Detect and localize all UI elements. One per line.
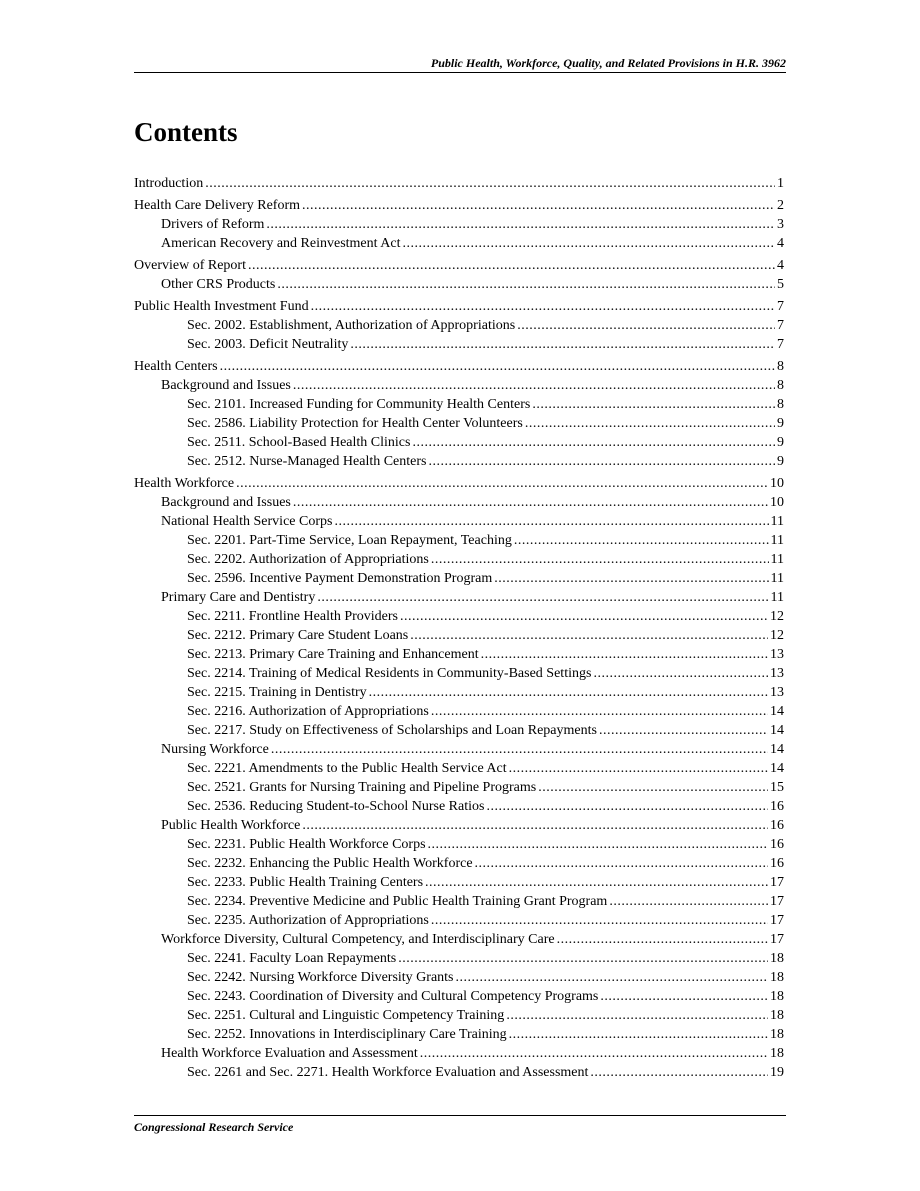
toc-entry-label: Sec. 2217. Study on Effectiveness of Scholarships and Loan Repayments [187,723,597,738]
toc-entry-label: Sec. 2213. Primary Care Training and Enhancement [187,647,479,662]
toc-dot-leader [398,949,768,969]
toc-entry-page-number: 4 [777,258,784,273]
toc-dot-leader [609,892,768,912]
toc-entry-page-number: 18 [770,1008,784,1023]
toc-entry-label: Sec. 2212. Primary Care Student Loans [187,628,409,643]
toc-entry-label: Sec. 2002. Establishment, Authorization of Appropriations [187,318,516,333]
toc-entry-label: Health Workforce [134,476,235,491]
toc-dot-leader [475,854,768,874]
toc-entry[interactable] [161,215,784,235]
toc-entry-page-number: 5 [777,277,784,292]
toc-dot-leader [334,512,768,532]
toc-entry-label: Sec. 2242. Nursing Workforce Diversity Grants [187,970,454,985]
toc-entry[interactable] [161,275,784,295]
toc-entry-label: Sec. 2596. Incentive Payment Demonstration Program [187,571,493,586]
toc-entry[interactable] [161,930,784,950]
toc-entry-page-number: 18 [770,951,784,966]
toc-entry-label: American Recovery and Reinvestment Act [161,236,401,251]
toc-entry[interactable] [134,174,784,194]
toc-entry[interactable] [187,607,784,627]
toc-entry[interactable] [134,474,784,494]
toc-entry[interactable] [187,968,784,988]
toc-entry[interactable] [187,645,784,665]
toc-dot-leader [412,433,775,453]
toc-entry[interactable] [187,414,784,434]
toc-dot-leader [517,316,775,336]
toc-entry-label: Sec. 2201. Part-Time Service, Loan Repayment, Teaching [187,533,512,548]
toc-entry-label: Workforce Diversity, Cultural Competency, and Interdisciplinary Care [161,932,555,947]
toc-entry-page-number: 18 [770,970,784,985]
toc-dot-leader [428,452,775,472]
toc-entry[interactable] [187,873,784,893]
toc-entry[interactable] [161,512,784,532]
toc-entry[interactable] [187,395,784,415]
toc-entry-label: Sec. 2235. Authorization of Appropriations [187,913,429,928]
toc-entry-label: Public Health Workforce [161,818,301,833]
toc-entry[interactable] [187,452,784,472]
toc-entry-page-number: 16 [770,818,784,833]
toc-entry-page-number: 12 [770,609,784,624]
toc-entry-page-number: 7 [777,318,784,333]
toc-dot-leader [311,297,775,317]
toc-entry-label: Sec. 2586. Liability Protection for Health Center Volunteers [187,416,523,431]
toc-entry-page-number: 11 [770,533,784,548]
toc-entry-label: Sec. 2252. Innovations in Interdisciplinary Care Training [187,1027,507,1042]
toc-entry-label: Introduction [134,176,204,191]
toc-dot-leader [293,493,768,513]
toc-entry[interactable] [161,493,784,513]
toc-entry-page-number: 17 [770,894,784,909]
toc-dot-leader [293,376,775,396]
toc-entry-label: Public Health Investment Fund [134,299,309,314]
toc-dot-leader [494,569,768,589]
toc-entry-page-number: 11 [770,552,784,567]
toc-entry-page-number: 9 [777,416,784,431]
toc-entry-page-number: 17 [770,875,784,890]
toc-entry-page-number: 14 [770,761,784,776]
toc-dot-leader [514,531,769,551]
toc-entry-label: Primary Care and Dentistry [161,590,316,605]
toc-dot-leader [532,395,775,415]
toc-entry[interactable] [187,987,784,1007]
toc-dot-leader [481,645,768,665]
toc-entry[interactable] [187,702,784,722]
toc-entry-page-number: 12 [770,628,784,643]
toc-entry-page-number: 3 [777,217,784,232]
toc-entry-page-number: 7 [777,337,784,352]
toc-dot-leader [428,835,768,855]
toc-dot-leader [302,196,775,216]
toc-dot-leader [557,930,768,950]
toc-entry-label: Sec. 2243. Coordination of Diversity and Cultural Competency Programs [187,989,599,1004]
toc-entry-label: Nursing Workforce [161,742,269,757]
toc-entry[interactable] [187,835,784,855]
toc-dot-leader [525,414,775,434]
toc-entry-page-number: 14 [770,742,784,757]
toc-dot-leader [486,797,768,817]
toc-entry[interactable] [187,1006,784,1026]
toc-entry[interactable] [187,664,784,684]
toc-entry[interactable] [187,1025,784,1045]
toc-entry-label: Sec. 2202. Authorization of Appropriations [187,552,429,567]
toc-entry-label: Sec. 2003. Deficit Neutrality [187,337,349,352]
toc-entry-page-number: 18 [770,989,784,1004]
toc-entry-label: Sec. 2216. Authorization of Appropriations [187,704,429,719]
toc-entry[interactable] [161,588,784,608]
toc-entry[interactable] [187,778,784,798]
toc-entry-label: Health Care Delivery Reform [134,198,300,213]
toc-dot-leader [509,1025,768,1045]
toc-entry-label: Sec. 2261 and Sec. 2271. Health Workforce Evaluation and Assessment [187,1065,589,1080]
toc-entry-page-number: 11 [770,590,784,605]
toc-entry[interactable] [161,816,784,836]
toc-dot-leader [400,607,768,627]
header-rule [134,72,786,73]
toc-entry[interactable] [187,335,784,355]
toc-entry-label: Sec. 2233. Public Health Training Centers [187,875,424,890]
toc-entry[interactable] [134,297,784,317]
toc-entry-page-number: 2 [777,198,784,213]
toc-dot-leader [205,174,775,194]
toc-entry-label: Sec. 2241. Faculty Loan Repayments [187,951,397,966]
toc-entry[interactable] [187,721,784,741]
toc-entry-page-number: 13 [770,666,784,681]
toc-entry[interactable] [187,433,784,453]
toc-dot-leader [420,1044,768,1064]
toc-entry-label: National Health Service Corps [161,514,333,529]
toc-entry-label: Sec. 2512. Nurse-Managed Health Centers [187,454,427,469]
toc-entry-page-number: 11 [770,514,784,529]
toc-dot-leader [248,256,775,276]
toc-entry-label: Sec. 2214. Training of Medical Residents in Community-Based Settings [187,666,592,681]
toc-dot-leader [220,357,775,377]
toc-entry[interactable] [187,892,784,912]
toc-entry-label: Sec. 2101. Increased Funding for Community Health Centers [187,397,531,412]
toc-dot-leader [593,664,768,684]
toc-entry-page-number: 8 [777,397,784,412]
toc-entry-page-number: 18 [770,1027,784,1042]
toc-entry[interactable] [134,256,784,276]
toc-entry-page-number: 14 [770,723,784,738]
toc-entry-page-number: 16 [770,799,784,814]
toc-entry-label: Sec. 2221. Amendments to the Public Health Service Act [187,761,507,776]
toc-entry-page-number: 18 [770,1046,784,1061]
toc-entry[interactable] [161,740,784,760]
toc-dot-leader [236,474,768,494]
running-footer: Congressional Research Service [134,1120,294,1134]
toc-entry-page-number: 1 [777,176,784,191]
toc-entry-page-number: 16 [770,856,784,871]
toc-entry-page-number: 14 [770,704,784,719]
toc-entry-page-number: 9 [777,435,784,450]
toc-dot-leader [402,234,775,254]
toc-entry[interactable] [187,949,784,969]
toc-dot-leader [456,968,768,988]
toc-entry[interactable] [187,683,784,703]
toc-entry[interactable] [187,569,784,589]
toc-entry-page-number: 13 [770,647,784,662]
toc-entry[interactable] [187,550,784,570]
toc-entry-label: Background and Issues [161,495,291,510]
page-title: Contents [134,117,238,147]
toc-entry[interactable] [187,626,784,646]
toc-entry-page-number: 15 [770,780,784,795]
toc-entry-label: Health Workforce Evaluation and Assessment [161,1046,418,1061]
toc-dot-leader [600,987,768,1007]
toc-dot-leader [350,335,775,355]
toc-dot-leader [317,588,768,608]
toc-entry-label: Drivers of Reform [161,217,265,232]
toc-dot-leader [599,721,768,741]
toc-entry[interactable] [187,1063,784,1083]
toc-entry-page-number: 19 [770,1065,784,1080]
toc-entry-label: Background and Issues [161,378,291,393]
toc-entry[interactable] [187,316,784,336]
toc-entry-page-number: 4 [777,236,784,251]
running-header: Public Health, Workforce, Quality, and Related Provisions in H.R. 3962 [430,56,786,70]
toc-entry-label: Sec. 2232. Enhancing the Public Health Workforce [187,856,473,871]
toc-entry-page-number: 11 [770,571,784,586]
toc-entry-label: Sec. 2521. Grants for Nursing Training and Pipeline Programs [187,780,537,795]
toc-entry-page-number: 13 [770,685,784,700]
toc-entry-label: Overview of Report [134,258,246,273]
toc-entry-page-number: 10 [770,476,784,491]
toc-entry[interactable] [134,357,784,377]
toc-entry[interactable] [187,854,784,874]
toc-entry-page-number: 10 [770,495,784,510]
toc-dot-leader [369,683,768,703]
toc-dot-leader [431,911,768,931]
toc-entry-label: Sec. 2215. Training in Dentistry [187,685,367,700]
toc-dot-leader [410,626,768,646]
toc-entry-label: Sec. 2234. Preventive Medicine and Public Health Training Grant Program [187,894,608,909]
toc-entry[interactable] [134,196,784,216]
toc-dot-leader [302,816,768,836]
toc-entry-page-number: 7 [777,299,784,314]
toc-entry-label: Sec. 2231. Public Health Workforce Corps [187,837,426,852]
toc-entry[interactable] [187,797,784,817]
toc-dot-leader [271,740,768,760]
toc-entry[interactable] [161,376,784,396]
toc-dot-leader [277,275,775,295]
toc-entry-page-number: 17 [770,932,784,947]
toc-entry-label: Health Centers [134,359,218,374]
toc-entry[interactable] [187,911,784,931]
toc-dot-leader [431,702,768,722]
toc-dot-leader [266,215,775,235]
toc-entry-label: Sec. 2536. Reducing Student-to-School Nurse Ratios [187,799,485,814]
toc-dot-leader [431,550,769,570]
toc-entry-label: Sec. 2511. School-Based Health Clinics [187,435,411,450]
toc-entry-label: Sec. 2211. Frontline Health Providers [187,609,399,624]
toc-entry-label: Other CRS Products [161,277,276,292]
toc-entry-page-number: 9 [777,454,784,469]
toc-dot-leader [509,759,768,779]
toc-entry[interactable] [161,1044,784,1064]
toc-entry-label: Sec. 2251. Cultural and Linguistic Competency Training [187,1008,505,1023]
toc-dot-leader [538,778,768,798]
toc-entry-page-number: 16 [770,837,784,852]
toc-dot-leader [425,873,768,893]
toc-entry[interactable] [187,759,784,779]
footer-rule [134,1115,786,1116]
toc-entry[interactable] [161,234,784,254]
toc-dot-leader [506,1006,768,1026]
toc-entry[interactable] [187,531,784,551]
toc-entry-page-number: 8 [777,378,784,393]
toc-dot-leader [590,1063,768,1083]
toc-entry-page-number: 17 [770,913,784,928]
toc-entry-page-number: 8 [777,359,784,374]
